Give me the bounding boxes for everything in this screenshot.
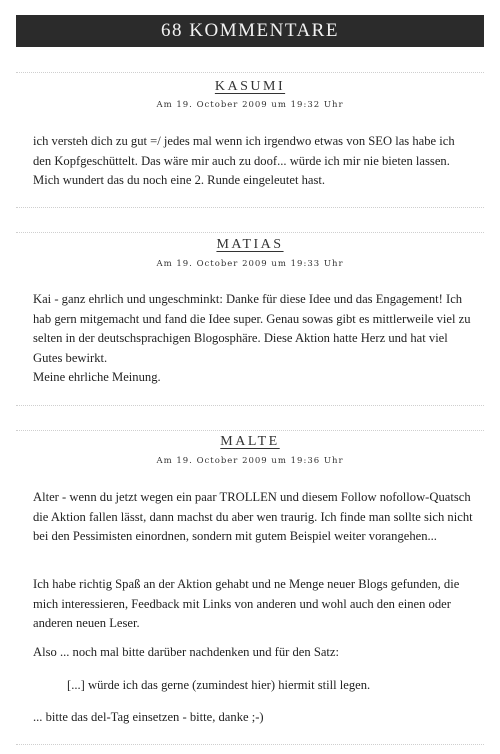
comment-text: Alter - wenn du jetzt wegen ein paar TROLLEN und diesem Follow nofollow-Quatsch die Aktion fallen lässt, dann machst du aber wen traurig. Ich finde man sollte sich nicht bei den Pessimisten einordnen, sondern mit gutem Beispiel weiter vorangehen... xyxy=(33,490,473,543)
comment-text: Kai - ganz ehrlich und ungeschminkt: Danke für diese Idee und das Engagement! Ich hab gern mitgemacht und fand die Idee super. Genau sowas gibt es mittlerweile viel zu selten in der deutschsprachigen Blogosphäre. Diese Aktion hatte Herz und hat viel Gutes bewirkt. xyxy=(33,292,471,365)
separator xyxy=(16,405,484,406)
separator xyxy=(16,72,484,73)
separator xyxy=(16,430,484,431)
separator xyxy=(16,232,484,233)
comment-date: Am 19. October 2009 um 19:33 Uhr xyxy=(156,259,344,269)
comment-author-kasumi xyxy=(0,79,500,95)
comment-date: Am 19. October 2009 um 19:32 Uhr xyxy=(156,100,344,110)
comment-date: Am 19. October 2009 um 19:36 Uhr xyxy=(156,456,344,466)
author-link[interactable]: KASUMI xyxy=(214,79,286,94)
separator xyxy=(16,207,484,208)
comment-author-malte xyxy=(0,434,500,450)
comment-text: Meine ehrliche Meinung. xyxy=(33,370,161,384)
comment-text: ich versteh dich zu gut =/ jedes mal wenn ich irgendwo etwas von SEO las habe ich den Kopfgeschüttelt. Das wäre mir auch zu doof... würde ich mir nie bieten lassen. Mich wundert das du noch eine 2. Runde eingeleutet hast. xyxy=(33,134,455,187)
comment-text: Ich habe richtig Spaß an der Aktion gehabt und ne Menge neuer Blogs gefunden, die mich interessieren, Feedback mit Links von anderen und wohl auch den einen oder anderen neuen Leser. xyxy=(33,577,460,630)
comment-text: ... bitte das del-Tag einsetzen - bitte, danke ;-) xyxy=(33,710,264,724)
comment-quote: [...] würde ich das gerne (zumindest hier) hiermit still legen. xyxy=(67,678,371,692)
author-link[interactable]: MALTE xyxy=(220,434,280,449)
comment-author-matias xyxy=(0,237,500,253)
comment-text: Also ... noch mal bitte darüber nachdenken und für den Satz: xyxy=(33,645,340,659)
comments-count-header: 68 KOMMENTARE xyxy=(16,15,484,47)
separator xyxy=(16,744,484,745)
author-link[interactable]: MATIAS xyxy=(216,237,284,252)
